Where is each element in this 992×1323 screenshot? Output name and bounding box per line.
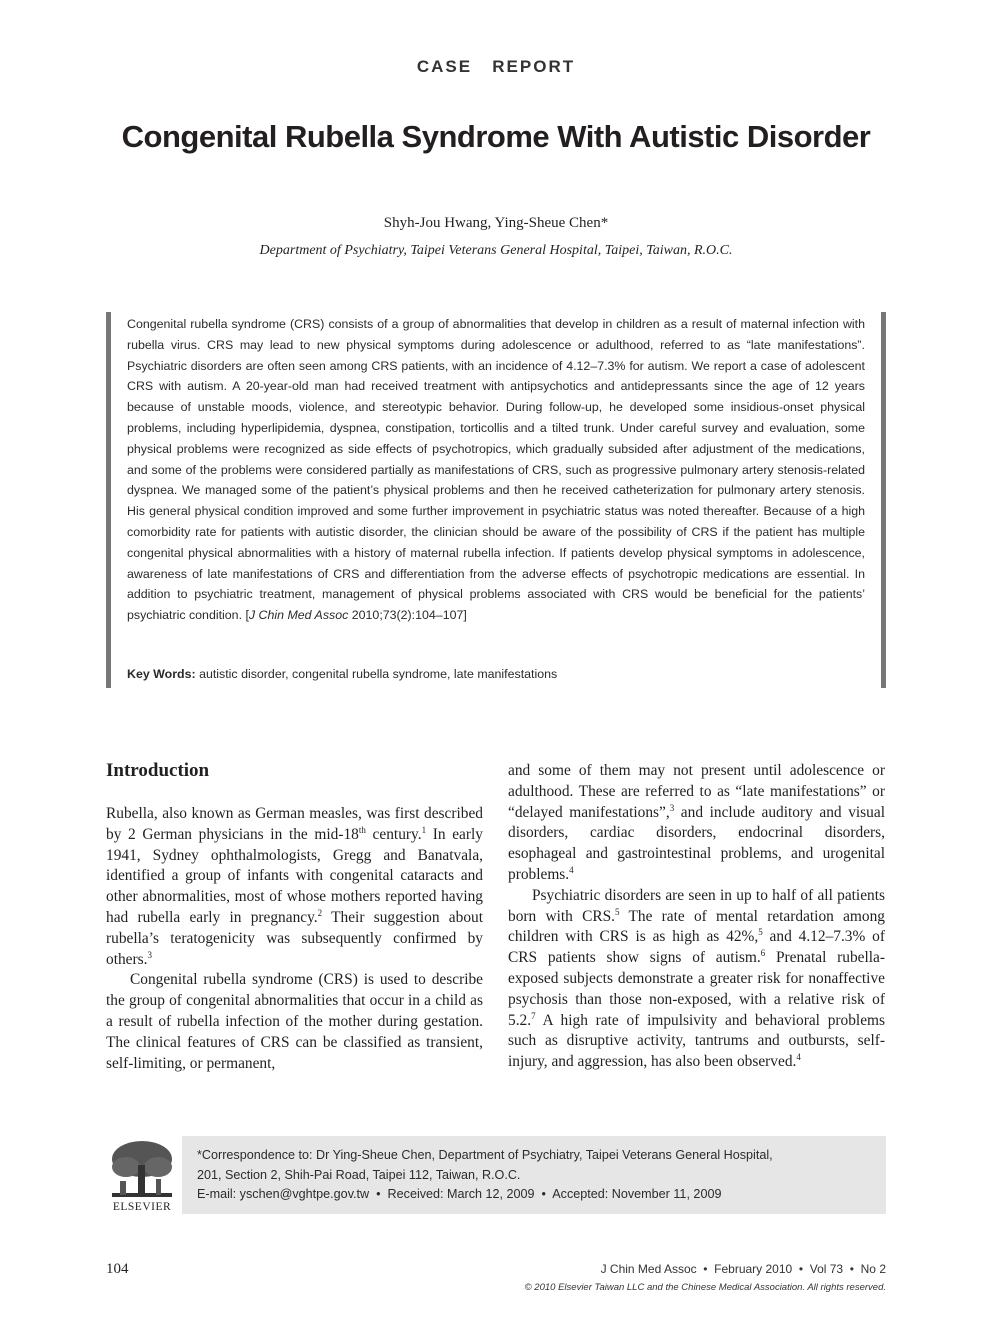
keywords-label: Key Words: — [127, 667, 196, 681]
authors: Shyh-Jou Hwang, Ying-Sheue Chen* — [383, 215, 609, 231]
affiliation: Department of Psychiatry, Taipei Veterans General Hospital, Taipei, Taiwan, R.O.C. — [259, 243, 733, 258]
reference[interactable]: 1 — [421, 824, 427, 835]
correspondence-text — [197, 1146, 877, 1205]
abstract-body: Congenital rubella syndrome (CRS) consists of a group of abnormalities that develop in children as a result of maternal infection with rubella virus. CRS may lead to new physical symptoms during adolescence or adulthood, referred to as “late manifestations”. Psychiatric disorders are often seen among CRS patients, with an incidence of 4.12–7.3% for autism. We report a case of adolescent CRS with autism. A 20-year-old man had received treatment with antipsychotics and antidepressants since the age of 12 years because of unstable moods, violence, and stereotypic behavior. During follow-up, he developed some insidious-onset physical problems, including hyperlipidemia, dyspnea, constipation, torticollis and a tilted trunk. Under careful survey and evaluation, some physical problems were recognized as side effects of psychotropics, which gradually subsided after adjustment of the medications, and some of the problems were considered partially as manifestations of CRS, such as progressive pulmonary artery stenosis-related dyspnea. We managed some of the patient’s physical problems and then he received catheterization for pulmonary artery stenosis. His general physical condition improved and some further improvement in psychiatric status was noted thereafter. Because of a high comorbidity rate for patients with autistic disorder, the clinician should be aware of the possibility of CRS if the patient has multiple congenital physical abnormalities with a history of maternal rubella infection. If patients develop physical symptoms in adolescence, awareness of late manifestations of CRS and differentiation from the adverse effects of psychotropic medications are essential. In addition to psychiatric treatment, management of physical problems associated with CRS would be beneficial for the patients’ psychiatric condition. [ — [127, 317, 865, 623]
intro-paragraph-2: Congenital rubella syndrome (CRS) is used to describe the group of congenital abnormalities that occur in a child as a result of rubella infection of the mother during gestation. The clinical features of CRS can be classified as transient, self-limiting, or permanent, — [106, 971, 483, 1072]
body-column-left — [106, 760, 483, 1074]
correspondence-line-3: E-mail: yschen@vghtpe.gov.tw • Received: March 12, 2009 • Accepted: November 11, 2009 — [197, 1187, 722, 1201]
elsevier-wordmark: ELSEVIER — [112, 1201, 172, 1213]
abstract-right-bar — [881, 312, 886, 688]
journal-info: J Chin Med Assoc • February 2010 • Vol 73 • No 2 — [600, 1262, 886, 1276]
article-title: Congenital Rubella Syndrome With Autistic Disorder — [121, 119, 871, 154]
reference[interactable]: 5 — [758, 927, 763, 938]
correspondence-line-1: *Correspondence to: Dr Ying-Sheue Chen, Department of Psychiatry, Taipei Veterans General Hospital, — [197, 1148, 773, 1162]
reference[interactable]: 7 — [531, 1010, 536, 1021]
abstract-citation: 2010;73(2):104–107] — [348, 608, 467, 623]
abstract-citation-journal: J Chin Med Assoc — [248, 608, 349, 623]
keywords — [127, 667, 865, 681]
reference[interactable]: 3 — [669, 802, 675, 813]
abstract-text — [127, 314, 865, 626]
introduction-heading: Introduction — [106, 760, 210, 781]
section-label: CASE REPORT — [416, 57, 576, 76]
abstract-left-bar — [106, 312, 111, 688]
keywords-list: autistic disorder, congenital rubella syndrome, late manifestations — [195, 667, 558, 681]
reference[interactable]: 5 — [615, 906, 620, 917]
copyright: © 2010 Elsevier Taiwan LLC and the Chinese Medical Association. All rights reserved. — [524, 1282, 886, 1293]
reference[interactable]: 6 — [760, 948, 766, 959]
page-number: 104 — [106, 1261, 129, 1277]
intro-paragraph-3: Psychiatric disorders are seen in up to half of all patients born with CRS.$^5$ The rate of mental retardation among children with CRS is as high as 42%,$^5$ and 4.12–7.3% of CRS patients show signs of autism.$^6$ Prenatal rubella-exposed subjects demonstrate a greater risk for nonaffective psychosis than those non-exposed, with a relative risk of 5.2.$^7$ A high rate of impulsivity and behavioral problems such as disruptive activity, tantrums and outbursts, self-injury, and aggression, has also been observed.$^4$ — [508, 886, 885, 1071]
reference[interactable]: 4 — [569, 864, 574, 875]
reference[interactable]: 4 — [796, 1052, 801, 1063]
body-column-right — [508, 761, 885, 1073]
reference[interactable]: 3 — [147, 949, 152, 960]
correspondence-line-2: 201, Section 2, Shih-Pai Road, Taipei 112, Taiwan, R.O.C. — [197, 1167, 521, 1182]
intro-paragraph-2-cont: and some of them may not present until adolescence or adulthood. These are referred to as “late manifestations” or “delayed manifestations”,$^3$ and include auditory and visual disorders, cardiac disorders, endocrinal disorders, esophageal and gastrointestinal problems, and urogenital problems.$^4$ — [508, 762, 885, 883]
intro-paragraph-1: Rubella, also known as German measles, was first described by 2 German physicians in the mid-18th century.$^1$ In early 1941, Sydney ophthalmologists, Gregg and Banatvala, identified a group of infants with congenital cataracts and other abnormalities, most of whose mothers reported having had rubella early in pregnancy.$^2$ Their suggestion about rubella’s teratogenicity was subsequently confirmed by others.$^3$ — [106, 805, 483, 968]
reference[interactable]: 2 — [317, 907, 323, 918]
